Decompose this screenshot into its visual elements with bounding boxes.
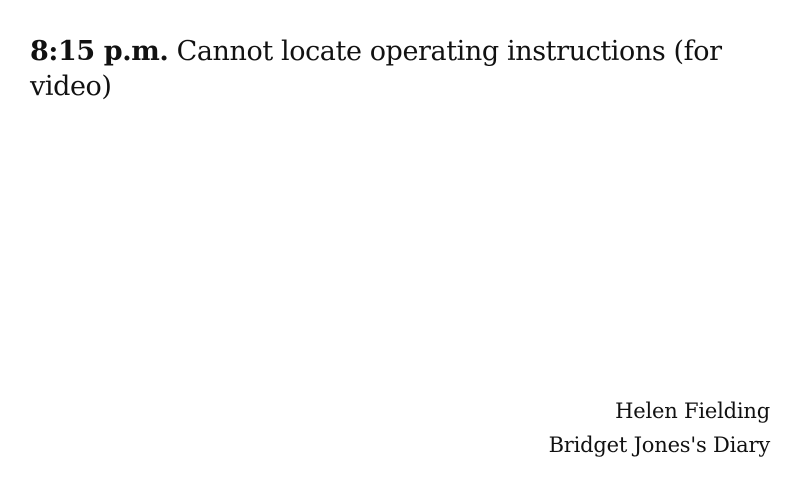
quote-body: Cannot locate operating instructions (for video) (30, 36, 722, 102)
attribution (549, 394, 770, 462)
author-name: Helen Fielding (615, 399, 770, 423)
quote-time: 8:15 p.m. (30, 36, 169, 67)
quote-text (30, 34, 750, 104)
book-title: Bridget Jones's Diary (548, 433, 770, 457)
